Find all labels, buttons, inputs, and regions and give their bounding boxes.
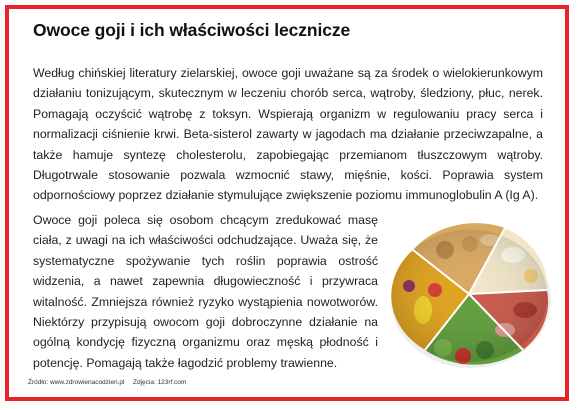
paragraph-1: Według chińskiej literatury zielarskiej, owoce goji uważane są za środek o wielokierunkowym działaniu tonizującym, skutecznym w leczeniu chorób serca, wątroby, śledziony, płuc, nerek. Pomagają oczyścić wątrobę z toksyn. Wspierają organizm w regulowaniu pracy serca i normalizacji ciśnienie krwi. Beta-sisterol zawarty w jagodach ma działanie przeciwzapalne, a także hamuje syntezę cholesterolu, zapobiegając przemianom tłuszczowym wątroby. Długotrwale stosowanie pozwala wzmocnić stawy, mięśnie, kości. Poprawia system odpornościowy poprzez działanie stymulujące zwiększenie poziomu immunoglobulin A (Ig A). [33,66,543,203]
photo-credit: Zdjęcia: 123rf.com [133,379,187,386]
food-pie-image [385,210,553,370]
page-title: Owoce goji i ich właściwości lecznicze [33,20,351,40]
paragraph-2: Owoce goji poleca się osobom chcącym zredukować masę ciała, z uwagi na ich właściwości odchudzające. Uważa się, że systematyczne spożywanie tych roślin poprawia ostrość widzenia, a nawet zapewnia długowieczność i przywraca witalność. Zmniejsza również ryzyko wystąpienia nowotworów. Niektórzy przypisują owocom goji dobroczynne działanie na ogólną kondycję fizyczną organizmu oraz męską płodność i potencję. Pomagają także łagodzić problemy trawienne. [33,213,378,370]
source-note: Źródło: www.zdrowienacodzien.pl [28,379,125,386]
